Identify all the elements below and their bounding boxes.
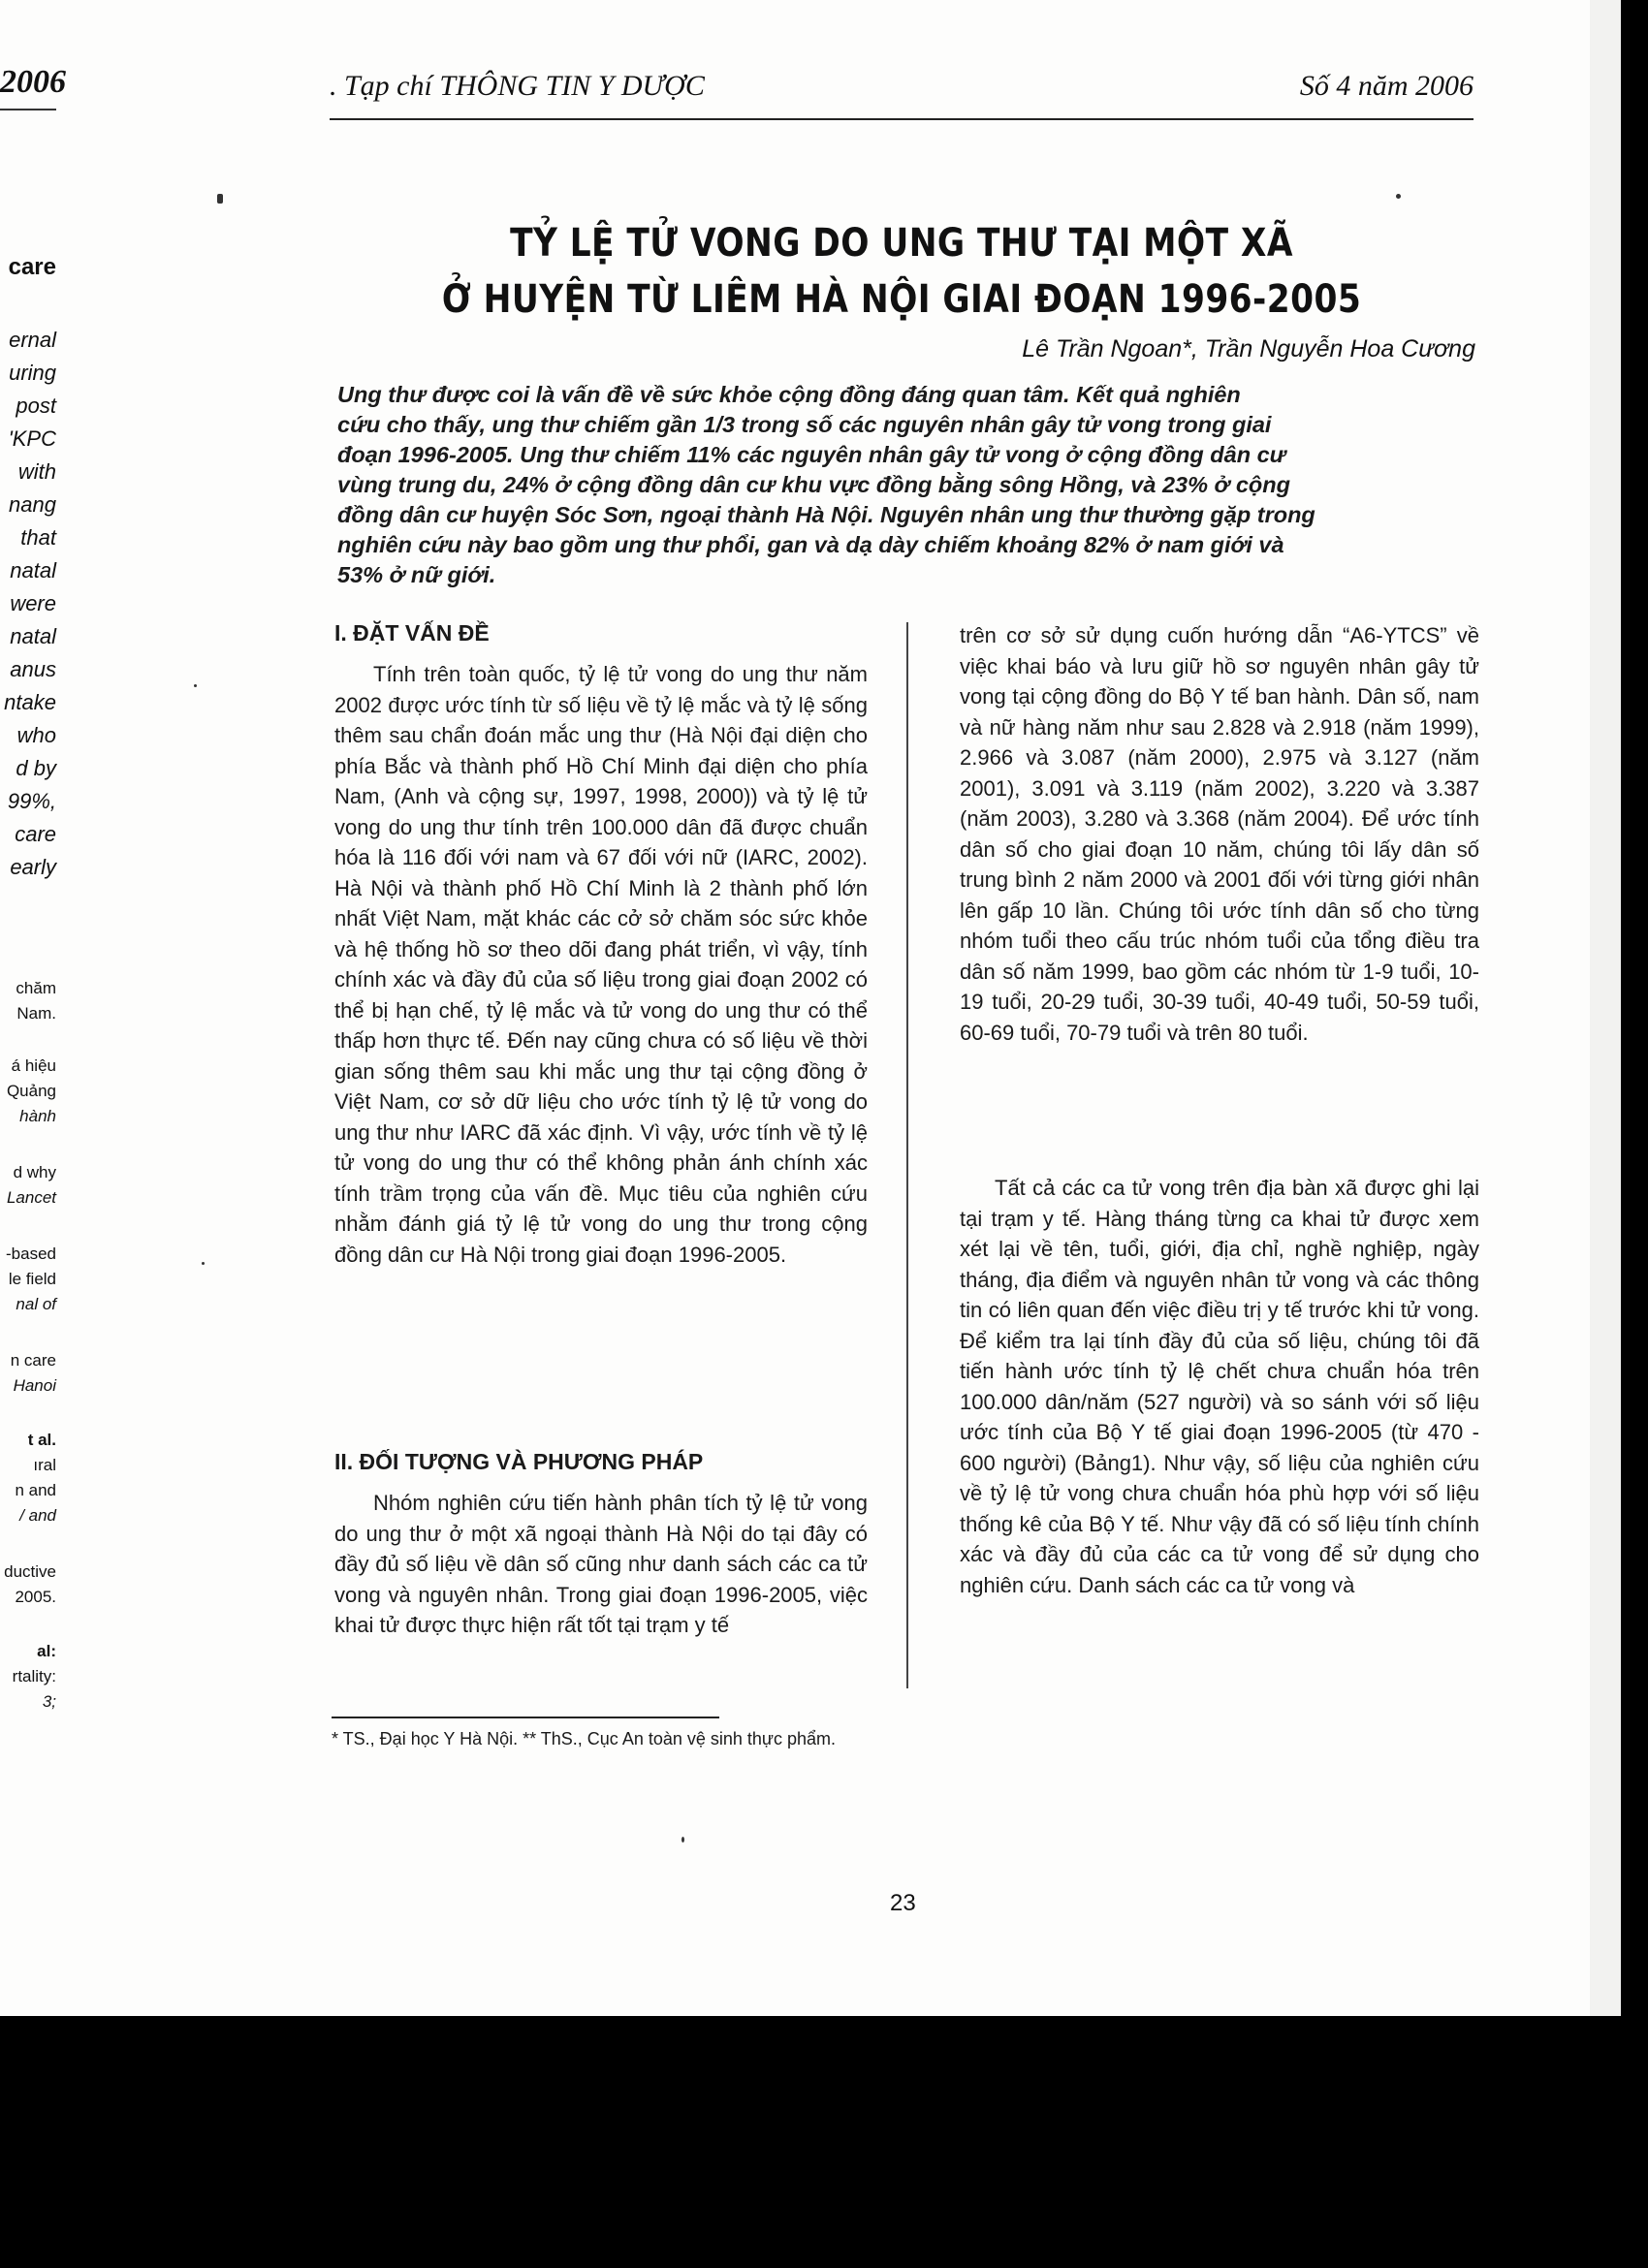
previous-page-fragment: care (15, 822, 56, 846)
previous-page-fragment: Quảng (6, 1082, 56, 1100)
column-divider (906, 622, 908, 1688)
section-heading-methods: II. ĐỐI TƯỢNG VÀ PHƯƠNG PHÁP (334, 1449, 704, 1474)
previous-page-fragment: le field (8, 1270, 56, 1288)
previous-page-fragment: Hanoi (13, 1376, 56, 1395)
previous-page-fragment: 3; (42, 1692, 56, 1711)
footnote-rule (332, 1717, 719, 1718)
previous-page-fragment: 2005. (15, 1588, 56, 1606)
previous-page-fragment: n care (10, 1351, 56, 1370)
scan-edge-shadow (1590, 0, 1621, 2016)
previous-page-fragment: nal of (16, 1295, 56, 1313)
abstract-line: vùng trung du, 24% ở cộng đồng dân cư khu vực đồng bằng sông Hồng, và 23% ở cộng (337, 472, 1290, 497)
page-number: 23 (890, 1890, 916, 1916)
previous-page-fragment: rtality: (12, 1667, 56, 1685)
previous-page-fragment: hành (19, 1107, 56, 1125)
abstract-line: đồng dân cư huyện Sóc Sơn, ngoại thành Hà Nội. Nguyên nhân ung thư thường gặp trong (337, 502, 1315, 527)
previous-page-fragment: al: (37, 1642, 56, 1660)
previous-page-fragment: ntake (4, 690, 56, 714)
previous-page-fragment: d why (13, 1163, 56, 1181)
previous-page-fragment: t al. (27, 1431, 56, 1449)
abstract-line: đoạn 1996-2005. Ung thư chiếm 11% các nguyên nhân gây tử vong ở cộng đồng dân cư (337, 442, 1286, 467)
previous-page-fragment: natal (10, 558, 56, 583)
journal-name: . Tạp chí THÔNG TIN Y DƯỢC (330, 70, 705, 102)
previous-page-fragment: ductive (4, 1562, 56, 1581)
previous-page-fragment: post (16, 394, 56, 418)
scan-speck (1396, 194, 1401, 199)
previous-page-fragment: uring (9, 361, 56, 385)
previous-page-fragment: -based (6, 1244, 56, 1263)
header-rule (330, 118, 1474, 120)
abstract-line: 53% ở nữ giới. (337, 562, 496, 587)
previous-page-rule (0, 109, 56, 110)
scan-speck (202, 1262, 205, 1265)
previous-page-fragment: who (16, 723, 56, 747)
previous-page-fragment: early (10, 855, 56, 879)
abstract-line: nghiên cứu này bao gồm ung thư phổi, gan và dạ dày chiếm khoảng 82% ở nam giới và (337, 532, 1284, 557)
previous-page-fragment: d by (16, 756, 56, 780)
previous-page-fragment: care (8, 254, 56, 280)
article-title-line-2: Ở HUYỆN TỪ LIÊM HÀ NỘI GIAI ĐOẠN 1996-2005 (441, 277, 1362, 322)
article-title-line-1: TỶ LỆ TỬ VONG DO UNG THƯ TẠI MỘT XÃ (510, 221, 1293, 266)
scan-speck (681, 1837, 684, 1843)
previous-page-fragment: with (17, 459, 56, 484)
previous-page-fragment: / and (19, 1506, 56, 1525)
methods-paragraph: Nhóm nghiên cứu tiến hành phân tích tỷ lệ tử vong do ung thư ở một xã ngoại thành Hà Nội do tại đây có đầy đủ số liệu về dân số cũng như danh sách các ca tử vong và nguyên nhân. Trong giai đoạn 1996-2005, việc khai tử được thực hiện rất tốt tại trạm y tế (334, 1491, 868, 1637)
issue-label: Số 4 năm 2006 (1299, 70, 1474, 102)
abstract (337, 380, 1483, 590)
previous-page-fragment: chăm (16, 979, 56, 997)
abstract-line: Ung thư được coi là vấn đề về sức khỏe cộng đồng đáng quan tâm. Kết quả nghiên (337, 382, 1241, 407)
previous-page-fragment: n and (15, 1481, 56, 1499)
introduction-paragraph: Tính trên toàn quốc, tỷ lệ tử vong do ung thư năm 2002 được ước tính từ số liệu về tỷ lệ mắc và tỷ lệ sống thêm sau chẩn đoán mắc ung thư (Hà Nội đại diện cho phía Bắc và thành phố Hồ Chí Minh đại diện cho phía Nam, (Anh và cộng sự, 1997, 1998, 2000)) và tỷ lệ tử vong do ung thư tính trên 100.000 dân đã được chuẩn hóa là 116 đối với nam và 67 đối với nữ (IARC, 2002). Hà Nội và thành phố Hồ Chí Minh là 2 thành phố lớn nhất Việt Nam, mặt khác các cở sở chăm sóc sức khỏe và hệ thống hồ sơ theo dõi đang phát triển, vì vậy, tính chính xác và đầy đủ của số liệu trong giai đoạn 2002 có thể bị hạn chế, tỷ lệ mắc và tử vong do ung thư có thể thấp hơn thực tế. Đến nay cũng chưa có số liệu về thời gian sống thêm sau khi mắc ung thư tại cộng đồng ở Việt Nam, cơ sở dữ liệu cho ước tính tỷ lệ tử vong do ung thư như IARC đã xác định. Vì vậy, ước tính về tỷ lệ tử vong do ung thư có thể không phản ánh chính xác tính trầm trọng của vấn đề. Mục tiêu của nghiên cứu nhằm đánh giá tỷ lệ tử vong do ung thư trong cộng đồng dân cư Hà Nội trong giai đoạn 1996-2005. (334, 662, 868, 1267)
scan-edge-right (1621, 0, 1648, 2016)
previous-page-fragment: Nam. (16, 1004, 56, 1023)
previous-page-fragment: á hiệu (11, 1056, 56, 1075)
previous-page-fragment: 'KPC (8, 426, 56, 451)
section-heading-introduction: I. ĐẶT VẤN ĐỀ (334, 620, 490, 646)
scan-speck (194, 684, 197, 687)
authors: Lê Trần Ngoan*, Trần Nguyễn Hoa Cương (1022, 335, 1475, 362)
previous-page-fragment: anus (10, 657, 56, 681)
previous-page-fragment: were (10, 591, 56, 615)
previous-page-fragment: ernal (9, 328, 56, 352)
footnote: * TS., Đại học Y Hà Nội. ** ThS., Cục An toàn vệ sinh thực phẩm. (332, 1729, 836, 1748)
previous-page-fragment: Lancet (6, 1188, 56, 1207)
scan-edge-bottom (0, 2016, 1648, 2268)
previous-page-fragment: nang (9, 492, 56, 517)
previous-page-fragment: 99%, (7, 789, 56, 813)
previous-page-fragment: ıral (33, 1456, 56, 1474)
abstract-line: cứu cho thấy, ung thư chiếm gần 1/3 trong số các nguyên nhân gây tử vong trong giai (337, 412, 1272, 437)
previous-page-number: 2006 (0, 64, 66, 100)
methods-paragraph-continued: trên cơ sở sử dụng cuốn hướng dẫn “A6-YTCS” về việc khai báo và lưu giữ hồ sơ nguyên nhân gây tử vong tại cộng đồng do Bộ Y tế ban hành. Dân số, nam và nữ hàng năm như sau 2.828 và 2.918 (năm 1999), 2.966 và 3.087 (năm 2000), 2.975 và 3.127 (năm 2001), 3.091 và 3.119 (năm 2002), 3.220 và 3.387 (năm 2003), 3.280 và 3.368 (năm 2004). Để ước tính dân số cho giai đoạn 10 năm, chúng tôi lấy dân số trung bình 2 năm 2000 và 2001 đối với từng giới nhân lên gấp 10 lần. Chúng tôi ước tính dân số cho từng nhóm tuổi theo cấu trúc nhóm tuổi của tổng điều tra dân số năm 1999, bao gồm các nhóm từ 1-9 tuổi, 10-19 tuổi, 20-29 tuổi, 30-39 tuổi, 40-49 tuổi, 50-59 tuổi, 60-69 tuổi, 70-79 tuổi và trên 80 tuổi. (960, 623, 1479, 1045)
methods-paragraph-2: Tất cả các ca tử vong trên địa bàn xã được ghi lại tại trạm y tế. Hàng tháng từng ca khai tử được xem xét lại về tên, tuổi, giới, địa chỉ, nghề nghiệp, ngày tháng, địa điểm và nguyên nhân tử vong và các thông tin có liên quan đến việc điều trị y tế trước khi tử vong. Để kiểm tra lại tính đầy đủ của số liệu, chúng tôi đã tiến hành ước tính tỷ lệ chết chưa chuẩn hóa trên 100.000 dân/năm (527 người) và so sánh với số liệu ước tính của Bộ Y tế giai đoạn 1996-2005 (từ 470 - 600 người) (Bảng1). Như vậy, số liệu của nghiên cứu về tỷ lệ tử vong chưa chuẩn hóa phù hợp với số liệu thống kê của Bộ Y tế. Như vậy đã có số liệu tính chính xác và đầy đủ của các ca tử vong để sử dụng cho nghiên cứu. Danh sách các ca tử vong và (960, 1176, 1479, 1597)
scan-speck (217, 194, 223, 204)
previous-page-fragment: natal (10, 624, 56, 648)
previous-page-fragment: that (20, 525, 56, 550)
